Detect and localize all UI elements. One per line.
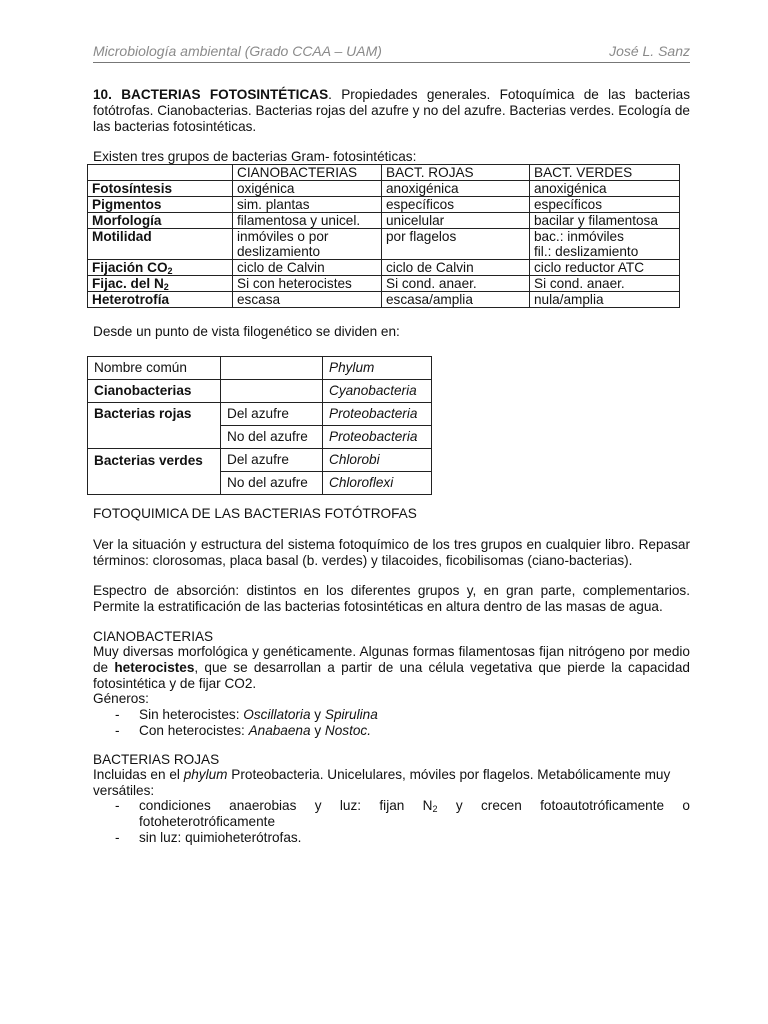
section-title [93,87,690,135]
list-text: y [310,707,325,722]
rojas-list [93,798,690,846]
groups-table [87,164,680,308]
table-cell: Del azufre [221,403,323,426]
table-cell: anoxigénica [530,181,680,197]
table-header-cell: BACT. ROJAS [382,165,530,181]
bullet-dash: - [115,723,120,738]
list-text: condiciones anaerobias y luz: fijan N [139,798,433,813]
bullet-dash: - [115,830,120,845]
row-label: Morfología [88,213,233,229]
genus-name: Oscillatoria [243,707,311,722]
header-course: Microbiología ambiental (Grado CCAA – UAM) [93,43,382,59]
table-header-cell: CIANOBACTERIAS [233,165,382,181]
table-cell: Chloroflexi [323,472,432,495]
list-item [93,723,690,739]
fotoquimica-paragraph-2: Espectro de absorción: distintos en los diferentes grupos y, en gran parte, complementarios. Permite la estratificación de las bacterias fotosintéticas en altura dentro de las masas de agua. [93,583,690,614]
ciano-heading: CIANOBACTERIAS [93,629,214,644]
table-row [88,260,680,276]
table-row [88,181,680,197]
row-label: Motilidad [88,229,233,260]
fotoquimica-heading: FOTOQUIMICA DE LAS BACTERIAS FOTÓTROFAS [93,506,417,521]
table-cell: Si cond. anaer. [382,276,530,292]
table-cell: No del azufre [221,426,323,449]
list-text: y crecen fotoautotróficamente o fotoheterotróficamente [139,798,690,829]
table-cell [233,229,382,260]
list-item [93,798,690,830]
section-intro: . Propiedades generales. Fotoquímica de las bacterias fotótrofas. Cianobacterias. Bacterias rojas del azufre y no del azufre. Bacterias verdes. Ecología de las bacterias fotosintéticas. [93,87,690,134]
table-row [88,292,680,308]
table-row [88,380,432,403]
rojas-text: Proteobacteria. Unicelulares, móviles por flagelos. Metabólicamente muy versátiles: [93,767,671,798]
row-label: Pigmentos [88,197,233,213]
list-item [93,707,690,723]
table-cell: bacilar y filamentosa [530,213,680,229]
table-cell: anoxigénica [382,181,530,197]
row-label-text: Fijac. del N [92,276,164,291]
row-label [88,276,233,292]
list-item [93,830,690,846]
bullet-dash: - [115,707,120,722]
ciano-paragraph [93,644,690,692]
table-cell: ciclo de Calvin [382,260,530,276]
subscript: 2 [432,804,438,814]
table-cell: escasa/amplia [382,292,530,308]
table-cell [221,380,323,403]
table-row [88,276,680,292]
list-text: Sin heterocistes: [139,707,244,722]
table-header-cell: BACT. VERDES [530,165,680,181]
table-header-cell: Phylum [323,357,432,380]
genus-name: Anabaena [248,723,311,738]
table-row [88,449,432,472]
table-cell: Proteobacteria [323,426,432,449]
genus-name: Nostoc. [324,723,372,738]
table-cell: nula/amplia [530,292,680,308]
table-cell: Si con heterocistes [233,276,382,292]
table-cell: ciclo de Calvin [233,260,382,276]
table-header-cell [221,357,323,380]
table-row [88,197,680,213]
rojas-text: Incluidas en el [93,767,184,782]
running-header [93,43,690,63]
section-number: 10. [93,87,112,102]
table-row [88,403,432,426]
row-label: Heterotrofía [88,292,233,308]
table-cell: sim. plantas [233,197,382,213]
generos-list [93,707,690,739]
ciano-text: Muy diversas morfológica y genéticamente. Algunas formas filamentosas fijan nitrógeno por medio de [93,644,690,675]
ciano-term: heterocistes [114,660,195,675]
table-cell: Chlorobi [323,449,432,472]
table-cell [530,229,680,260]
table-cell: específicos [382,197,530,213]
table-cell: ciclo reductor ATC [530,260,680,276]
row-label: Fotosíntesis [88,181,233,197]
table-cell: No del azufre [221,472,323,495]
rojas-heading: BACTERIAS ROJAS [93,752,220,767]
header-author: José L. Sanz [609,43,690,59]
table-cell: Cyanobacteria [323,380,432,403]
list-text: y [310,723,325,738]
table-cell: Si cond. anaer. [530,276,680,292]
cell-line: bac.: inmóviles [534,229,624,244]
table-row [88,229,680,260]
table-row [88,213,680,229]
list-text: Con heterocistes: [139,723,249,738]
table-cell: por flagelos [382,229,530,260]
cell-line: fil.: deslizamiento [534,244,639,259]
row-label: Cianobacterias [88,380,221,403]
table-header-row [88,165,680,181]
table-cell: Proteobacteria [323,403,432,426]
subscript: 2 [163,282,169,292]
generos-label: Géneros: [93,691,149,706]
table-cell: Del azufre [221,449,323,472]
phylogeny-table [87,356,432,495]
table-header-row [88,357,432,380]
bullet-dash: - [115,798,120,813]
cell-line: inmóviles o por [237,229,329,244]
cell-line: deslizamiento [237,244,321,259]
table2-intro: Desde un punto de vista filogenético se dividen en: [93,324,400,339]
row-label-text: Fijación CO [92,260,168,275]
row-label: Bacterias verdes [88,449,221,495]
row-label [88,260,233,276]
table1-intro: Existen tres grupos de bacterias Gram- fotosintéticas: [93,149,417,164]
rojas-paragraph [93,767,690,799]
section-heading: BACTERIAS FOTOSINTÉTICAS [121,87,329,102]
subscript: 2 [167,266,173,276]
ciano-text: , que se desarrollan a partir de una célula vegetativa que pierde la capacidad fotosintética y de fijar CO2. [93,660,690,691]
table-header-cell: Nombre común [88,357,221,380]
table-cell: específicos [530,197,680,213]
table-cell: filamentosa y unicel. [233,213,382,229]
table-cell: oxigénica [233,181,382,197]
genus-name: Spirulina [324,707,378,722]
table-header-cell [88,165,233,181]
rojas-term: phylum [183,767,228,782]
row-label: Bacterias rojas [88,403,221,449]
list-text: sin luz: quimioheterótrofas. [139,830,302,845]
table-cell: escasa [233,292,382,308]
table-cell: unicelular [382,213,530,229]
fotoquimica-paragraph-1: Ver la situación y estructura del sistema fotoquímico de los tres grupos en cualquier libro. Repasar términos: clorosomas, placa basal (b. verdes) y tilacoides, ficobilisomas (ciano-bacterias). [93,537,690,568]
